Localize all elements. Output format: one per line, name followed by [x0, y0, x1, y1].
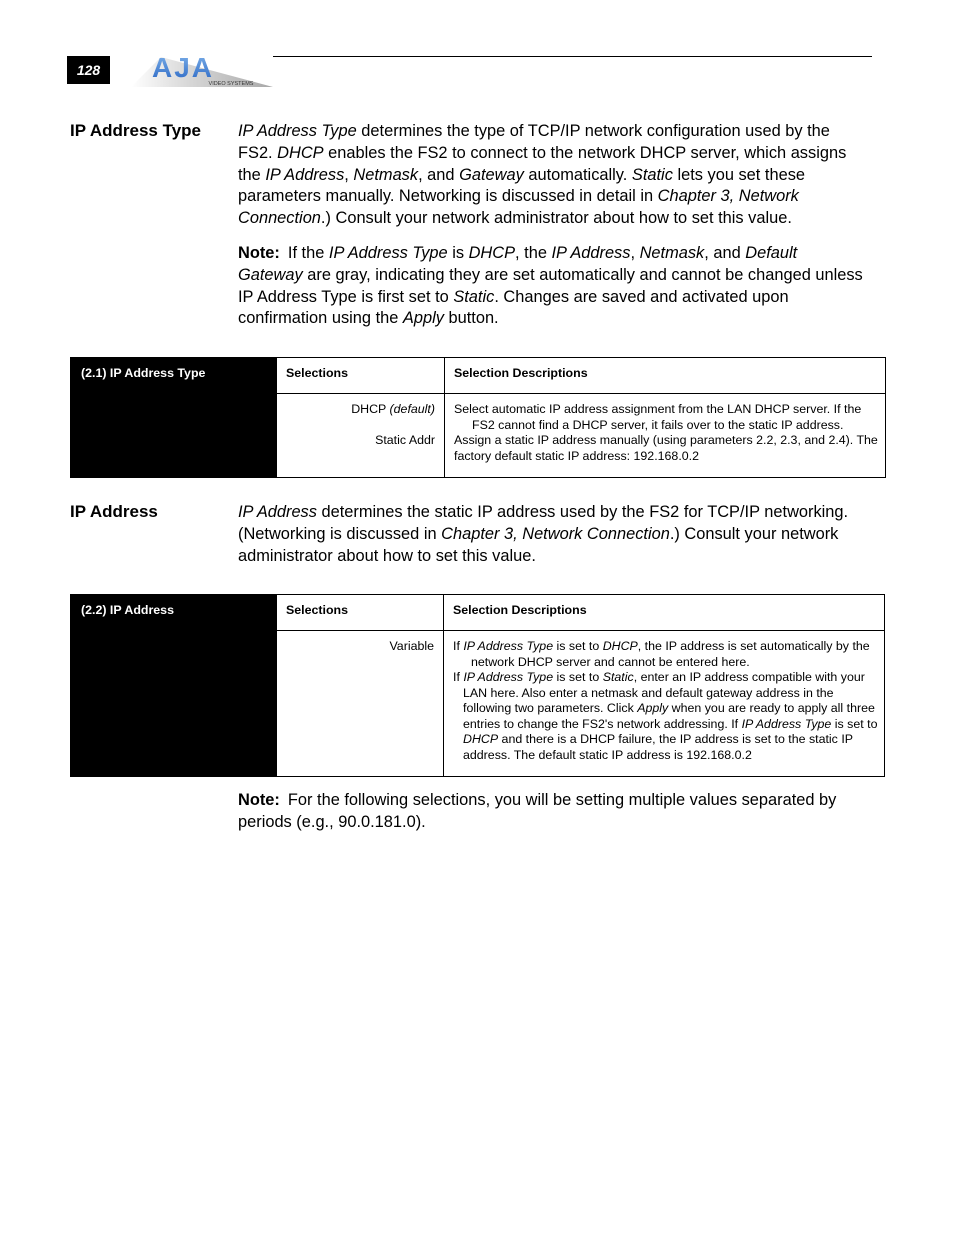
aja-logo	[131, 55, 273, 87]
description-static-addr: Assign a static IP address manually (using parameters 2.2, 2.3, and 2.4). The factory default static IP address: 192.168.0.2	[454, 433, 878, 463]
header-rule	[273, 56, 872, 57]
descriptions-cell	[445, 394, 886, 478]
table-title: (2.2) IP Address	[71, 595, 277, 777]
parameter-table-ip-address	[70, 594, 885, 777]
column-header-selections: Selections	[277, 595, 444, 631]
selection-variable: Variable	[389, 639, 434, 653]
column-header-selections: Selections	[277, 358, 445, 394]
parameter-table-ip-address-type	[70, 357, 886, 478]
section-heading-ip-address: IP Address	[70, 502, 158, 521]
column-header-descriptions: Selection Descriptions	[444, 595, 885, 631]
table-title: (2.1) IP Address Type	[71, 358, 277, 478]
ip-address-type-paragraph: IP Address Type determines the type of TCP/IP network configuration used by the FS2. DHCP enables the FS2 to connect to the network DHCP server, which assigns the IP Address, Netmask, and Gateway automatically. Static lets you set these parameters manually. Networking is discussed in detail in Chapter 3, Network Connection.) Consult your network administrator about how to set this value.	[238, 122, 847, 228]
descriptions-cell	[444, 631, 885, 777]
note-text: For the following selections, you will be setting multiple values separated by periods (e.g., 90.0.181.0).	[238, 791, 837, 831]
selection-static-addr: Static Addr	[375, 432, 435, 447]
description-dhcp: If IP Address Type is set to DHCP, the IP address is set automatically by the network DHCP server and cannot be entered here.	[453, 639, 870, 669]
logo-subtext: VIDEO SYSTEMS	[208, 81, 254, 87]
column-header-descriptions: Selection Descriptions	[445, 358, 886, 394]
note-multiple-values	[238, 790, 863, 834]
description-static: If IP Address Type is set to Static, enter an IP address compatible with your LAN here. Also enter a netmask and default gateway address in the following two parameters. Click Apply when you are ready to apply all three entries to change the FS2's network addressing. If IP Address Type is set to DHCP and there is a DHCP failure, the IP address is set to the static IP address. The default static IP address is 192.168.0.2	[453, 670, 878, 762]
selections-cell	[277, 394, 445, 478]
note-label: Note:	[238, 791, 280, 809]
selections-cell	[277, 631, 444, 777]
description-dhcp: Select automatic IP address assignment from the LAN DHCP server. If the FS2 cannot find a DHCP server, it fails over to the static IP address.	[454, 402, 862, 432]
logo-text: AJA	[151, 55, 215, 83]
page-number: 128	[67, 56, 110, 84]
note-ip-address-type	[238, 243, 863, 330]
note-label: Note:	[238, 244, 280, 262]
ip-address-paragraph: IP Address determines the static IP address used by the FS2 for TCP/IP networking. (Networking is discussed in Chapter 3, Network Connection.) Consult your network administrator about how to set this value.	[238, 503, 849, 565]
selection-dhcp: DHCP (default)	[351, 402, 435, 416]
note-text: If the IP Address Type is DHCP, the IP Address, Netmask, and Default Gateway are gray, indicating they are set automatically and cannot be changed unless IP Address Type is first set to Static. Changes are saved and activated upon confirmation using the Apply button.	[238, 244, 863, 328]
section-heading-ip-address-type: IP Address Type	[70, 121, 202, 140]
